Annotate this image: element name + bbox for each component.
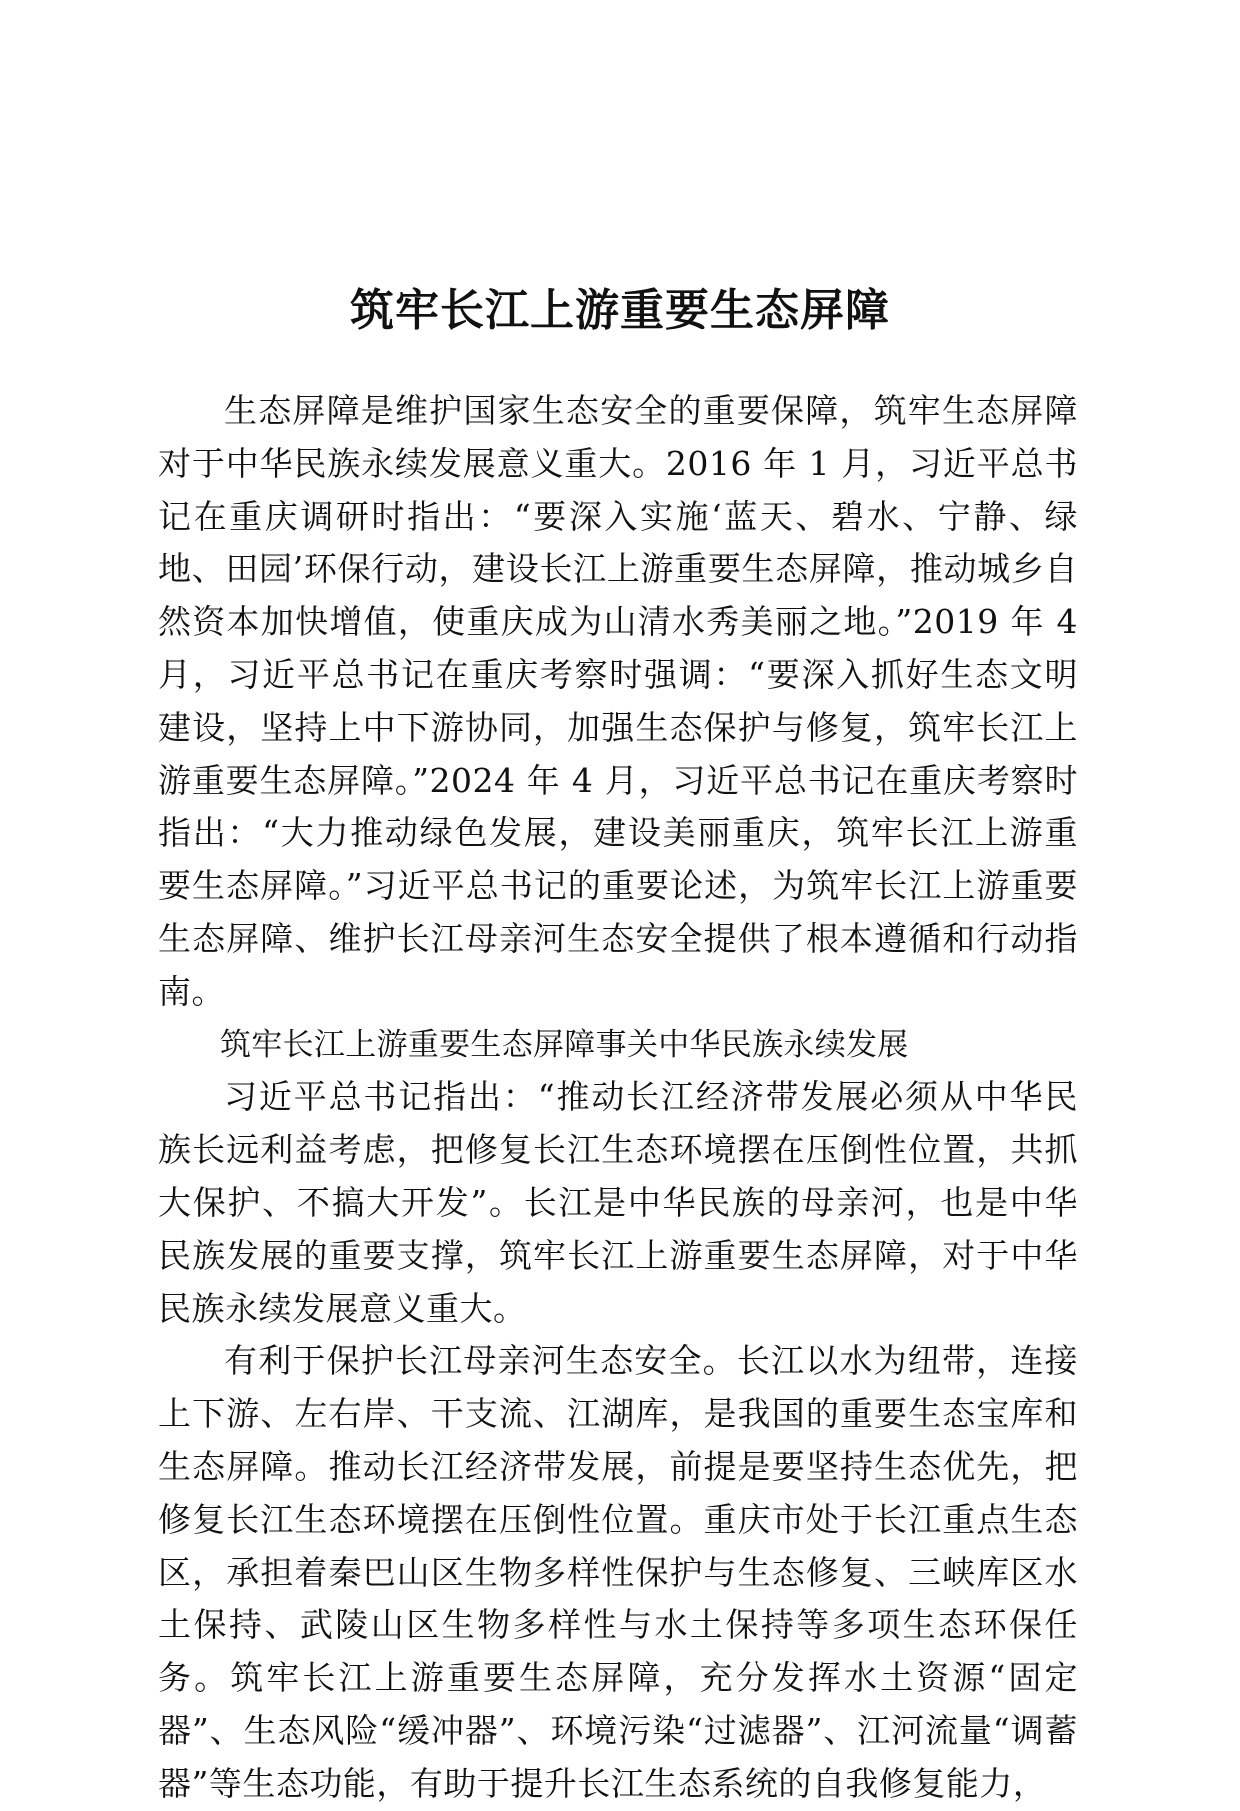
document-title: 筑牢长江上游重要生态屏障	[350, 285, 890, 337]
paragraph-intro: 生态屏障是维护国家生态安全的重要保障，筑牢生态屏障对于中华民族永续发展意义重大。2016 年 1 月，习近平总书记在重庆调研时指出：“要深入实施‘蓝天、碧水、宁静、绿地、田园’环保行动，建设长江上游重要生态屏障，推动城乡自然资本加快增值，使重庆成为山清水秀美丽之地。”2019 年 4 月，习近平总书记在重庆考察时强调：“要深入抓好生态文明建设，坚持上中下游协同，加强生态保护与修复，筑牢长江上游重要生态屏障。”2024 年 4 月，习近平总书记在重庆考察时指出：“大力推动绿色发展，建设美丽重庆，筑牢长江上游重要生态屏障。”习近平总书记的重要论述，为筑牢长江上游重要生态屏障、维护长江母亲河生态安全提供了根本遵循和行动指南。	[158, 391, 1078, 1011]
paragraph-quote: 习近平总书记指出：“推动长江经济带发展必须从中华民族长远利益考虑，把修复长江生态环境摆在压倒性位置，共抓大保护、不搞大开发”。长江是中华民族的母亲河，也是中华民族发展的重要支撑，筑牢长江上游重要生态屏障，对于中华民族永续发展意义重大。	[158, 1077, 1078, 1328]
document-body	[158, 385, 1078, 1811]
section-heading: 筑牢长江上游重要生态屏障事关中华民族永续发展	[220, 1026, 909, 1063]
paragraph-protection: 有利于保护长江母亲河生态安全。长江以水为纽带，连接上下游、左右岸、干支流、江湖库，是我国的重要生态宝库和生态屏障。推动长江经济带发展，前提是要坚持生态优先，把修复长江生态环境摆在压倒性位置。重庆市处于长江重点生态区，承担着秦巴山区生物多样性保护与生态修复、三峡库区水土保持、武陵山区生物多样性与水土保持等多项生态环保任务。筑牢长江上游重要生态屏障，充分发挥水土资源“固定器”、生态风险“缓冲器”、环境污染“过滤器”、江河流量“调蓄器”等生态功能，有助于提升长江生态系统的自我修复能力，	[158, 1341, 1078, 1803]
